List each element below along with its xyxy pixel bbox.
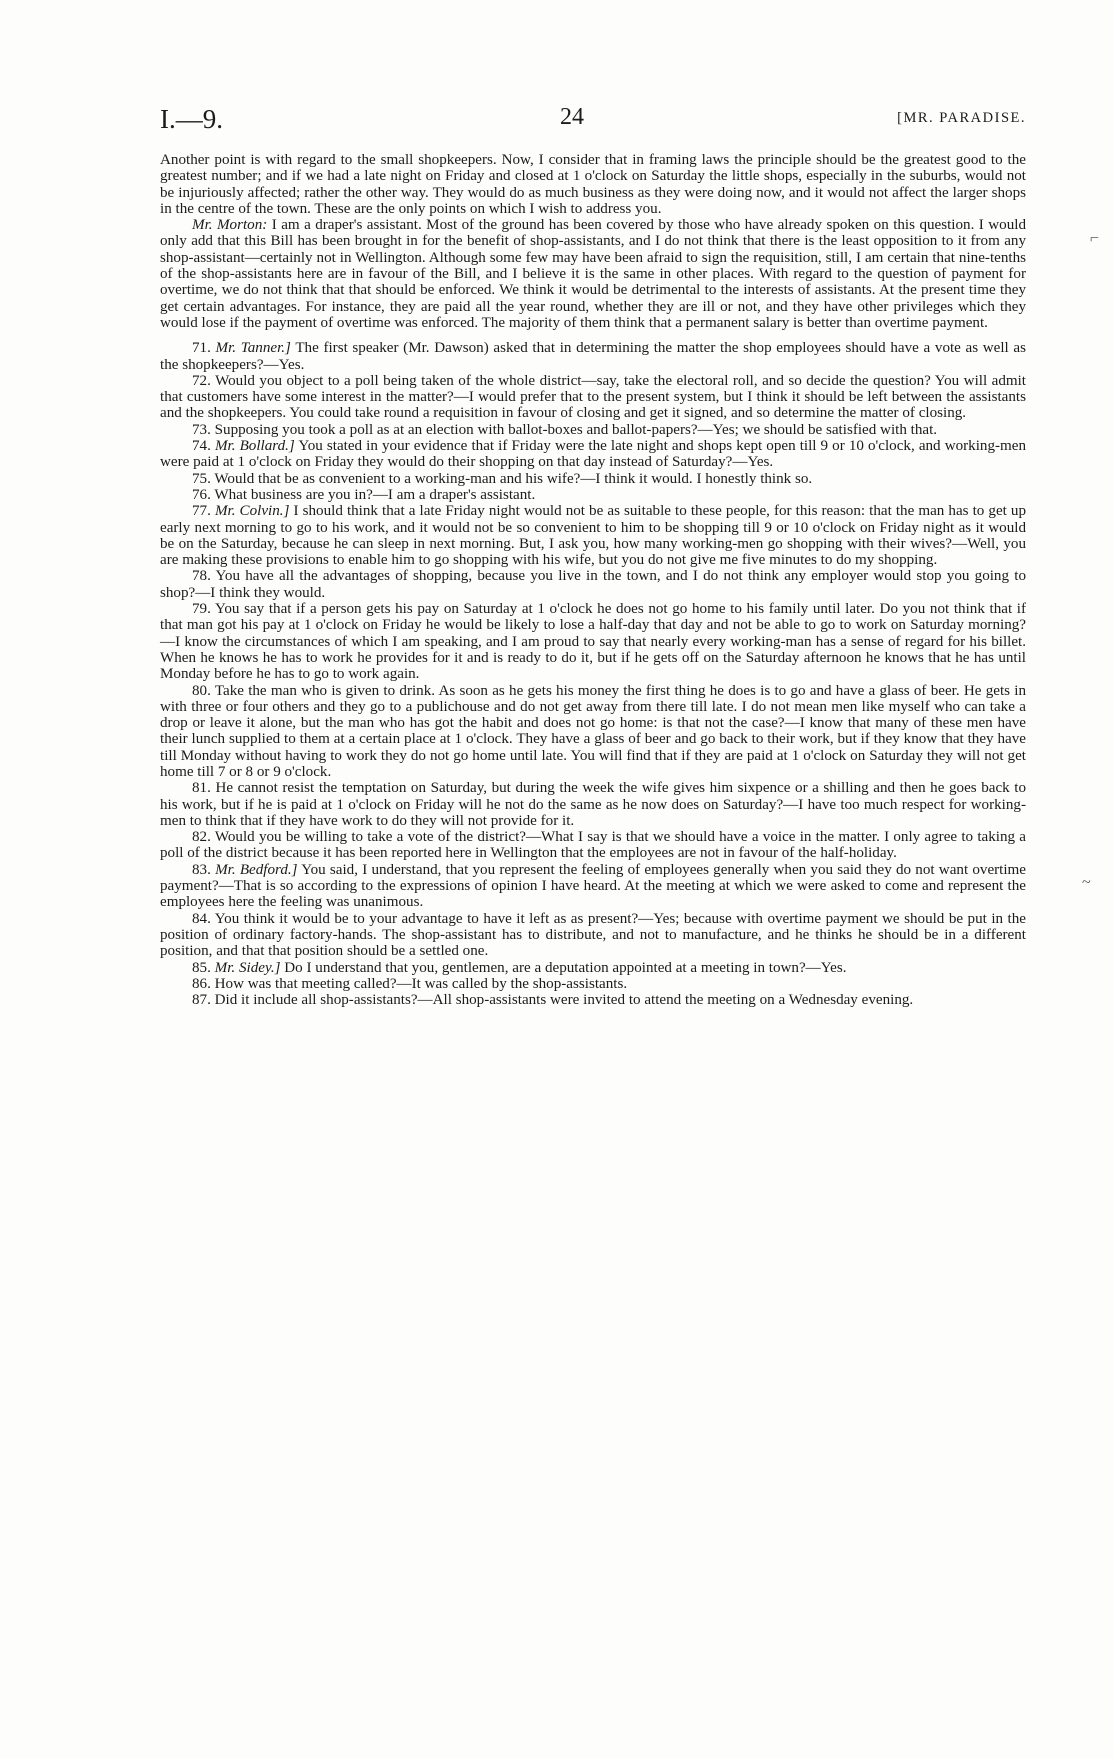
question-paragraph bbox=[160, 862, 1026, 911]
margin-mark: ~ bbox=[1082, 874, 1091, 891]
question-paragraph bbox=[160, 487, 1026, 503]
paragraph-text: You say that if a person gets his pay on Saturday at 1 o'clock he does not go home to his family until later. Do you not think that if that man got his pay at 1 o'clock on Friday he would be likely to lose a half-day that day and not be able to go to work on Saturday morning?—I know the circumstances of which I am speaking, and I am proud to say that nearly every working-man has a sense of regard for his billet. When he knows he has to work he provides for it and is ready to do it, but if he gets off on the Saturday afternoon he knows that he has until Monday before he has to go to work again. bbox=[160, 601, 1026, 683]
paragraph-text: Did it include all shop-assistants?—All shop-assistants were invited to attend the meeting on a Wednesday evening. bbox=[214, 992, 914, 1009]
question-number: 74. bbox=[192, 438, 215, 455]
speaker-name: Mr. Sidey.] bbox=[214, 959, 281, 976]
paragraph-text: Take the man who is given to drink. As soon as he gets his money the first thing he does is to go and have a glass of beer. He gets in with three or four others and they go to a publichouse and do not get away from there till late. I do not mean men like myself who can take a drop or leave it alone, but the man who has got the habit and does not go home: is that not the case?—I know that many of these men have their lunch supplied to them at a certain place at 1 o'clock. They have a glass of beer and go back to their work, but if they know that they have till Monday without having to work they do not go home until late. You will find that if they are paid at 1 o'clock on Saturday they will not get home till 7 or 8 or 9 o'clock. bbox=[160, 682, 1026, 780]
question-paragraph bbox=[160, 601, 1026, 682]
question-paragraph bbox=[160, 438, 1026, 471]
question-number: 86. bbox=[192, 975, 215, 992]
question-paragraph bbox=[160, 911, 1026, 960]
paragraph-text: Another point is with regard to the small shopkeepers. Now, I consider that in framing laws the principle should be the greatest good to the greatest number; and if we had a late night on Friday and closed at 1 o'clock on Saturday the little shops, especially in the suburbs, would not be injuriously affected; rather the other way. They would do as much business as they were doing now, and it would not affect the larger shops in the centre of the town. These are the only points on which I wish to address you. bbox=[160, 152, 1026, 217]
speaker-name: Mr. Tanner.] bbox=[215, 340, 291, 357]
paragraph-text: You think it would be to your advantage to have it left as as present?—Yes; because with overtime payment we should be put in the position of ordinary factory-hands. The shop-assistant has to distribute, and not to manufacture, and he thinks he should be in a different position, and that that position should be a settled one. bbox=[160, 910, 1026, 960]
speaker-name: Mr. Bollard.] bbox=[214, 438, 295, 455]
question-number: 85. bbox=[192, 959, 215, 976]
paragraph-text: I should think that a late Friday night would not be as suitable to these people, for this reason: that the man has to get up early next morning to go to his work, and it would not be so convenient to him to be shopping till 9 or 10 o'clock on Friday night as it would be on the Saturday, because he can sleep in next morning. But, I ask you, how many working-men go shopping with their wives?—Well, you are making these provisions to enable him to go shopping with his wife, but you do not give me five minutes to do my shopping. bbox=[160, 503, 1027, 569]
question-number: 78. bbox=[192, 568, 216, 585]
paragraph-text: You stated in your evidence that if Friday were the late night and shops kept open till 9 or 10 o'clock, and working-men were paid at 1 o'clock on Friday they would do their shopping on that day instead of Saturday?—Yes. bbox=[160, 438, 1027, 471]
question-paragraph bbox=[160, 683, 1026, 781]
question-number: 80. bbox=[192, 682, 215, 699]
paragraph-text: Would that be as convenient to a working-man and his wife?—I think it would. I honestly think so. bbox=[214, 470, 813, 487]
speaker-name: Mr. Colvin.] bbox=[214, 503, 290, 520]
question-paragraph bbox=[160, 373, 1026, 422]
question-number: 87. bbox=[192, 992, 215, 1009]
paragraph-text: You said, I understand, that you represent the feeling of employees generally when you said they do not want overtime payment?—That is so according to the expressions of opinion I have heard. At the meeting at which we were asked to come and represent the employees here the feeling was unanimous. bbox=[160, 861, 1026, 911]
question-number: 81. bbox=[192, 780, 216, 797]
question-paragraph bbox=[160, 340, 1026, 373]
question-paragraph bbox=[160, 780, 1026, 829]
statement-paragraph bbox=[160, 152, 1026, 217]
question-number: 84. bbox=[192, 910, 215, 927]
question-paragraph bbox=[160, 503, 1026, 568]
paragraph-text: You have all the advantages of shopping, because you live in the town, and I do not think any employer would stop you going to shop?—I think they would. bbox=[160, 568, 1026, 601]
page-header bbox=[160, 104, 1026, 138]
question-paragraph bbox=[160, 992, 1026, 1008]
witness-name: [MR. PARADISE. bbox=[897, 110, 1026, 126]
question-paragraph bbox=[160, 422, 1026, 438]
question-paragraph bbox=[160, 976, 1026, 992]
question-paragraph bbox=[160, 471, 1026, 487]
paragraph-text: Would you object to a poll being taken of the whole district—say, take the electoral roll, and so decide the question? You will admit that customers have some interest in the matter?—I would prefer that to the present system, but I think it should be left between the assistants and the shopkeepers. You could take round a requisition in favour of closing and get it signed, and so determine the matter of closing. bbox=[160, 372, 1026, 422]
paragraph-text: The first speaker (Mr. Dawson) asked that in determining the matter the shop employees should have a vote as well as the shopkeepers?—Yes. bbox=[160, 340, 1026, 373]
question-number: 82. bbox=[192, 829, 215, 846]
question-number: 76. bbox=[192, 486, 215, 503]
question-paragraph bbox=[160, 568, 1026, 601]
paragraph-text: Supposing you took a poll as at an election with ballot-boxes and ballot-papers?—Yes; we should be satisfied with that. bbox=[214, 421, 938, 438]
question-paragraph bbox=[160, 829, 1026, 862]
page-number: 24 bbox=[560, 104, 584, 130]
margin-mark: ⌐ bbox=[1090, 230, 1100, 247]
paragraph-text: I am a draper's assistant. Most of the ground has been covered by those who have already spoken on this question. I would only add that this Bill has been brought in for the benefit of shop-assistants, and I do not think that there is the least opposition to it from any shop-assistant—certainly not in Wellington. Although some few may have been afraid to sign the requisition, still, I am certain that nine-tenths of the shop-assistants here are in favour of the Bill, and I believe it is the same in other places. With regard to the question of payment for overtime, we do not think that that should be enforced. We think it would be detrimental to the interests of assistants. At the present time they get certain advantages. For instance, they are paid all the year round, whether they are ill or not, and they have other privileges which they would lose if the payment of overtime was enforced. The majority of them think that a permanent salary is better than overtime payment. bbox=[160, 217, 1026, 331]
paragraph-text: He cannot resist the temptation on Saturday, but during the week the wife gives him sixpence or a shilling and then he goes back to his work, but if he is paid at 1 o'clock on Friday will he not do the same as he now does on Saturday?—I have too much respect for working-men to think that if they have work to do they will not provide for it. bbox=[160, 780, 1026, 829]
speaker-name: Mr. Morton: bbox=[192, 217, 268, 234]
speaker-name: Mr. Bedford.] bbox=[215, 861, 298, 878]
question-number: 72. bbox=[192, 372, 216, 389]
paragraph-text: What business are you in?—I am a draper's assistant. bbox=[214, 486, 536, 503]
question-number: 77. bbox=[192, 503, 215, 520]
question-number: 75. bbox=[192, 470, 215, 487]
paragraph-text: Would you be willing to take a vote of the district?—What I say is that we should have a voice in the matter. I only agree to taking a poll of the district because it has been reported here in Wellington that the employees are not in favour of the half-holiday. bbox=[160, 829, 1026, 862]
question-number: 83. bbox=[192, 861, 216, 878]
document-body bbox=[160, 152, 1026, 1008]
statement-paragraph bbox=[160, 217, 1026, 331]
paragraph-text: Do I understand that you, gentlemen, are a deputation appointed at a meeting in town?—Yes. bbox=[284, 959, 847, 976]
question-number: 71. bbox=[192, 340, 216, 357]
paragraph-text: How was that meeting called?—It was called by the shop-assistants. bbox=[214, 975, 628, 992]
question-number: 73. bbox=[192, 421, 215, 438]
report-reference: I.—9. bbox=[160, 104, 223, 134]
question-paragraph bbox=[160, 960, 1026, 976]
question-number: 79. bbox=[192, 601, 215, 618]
